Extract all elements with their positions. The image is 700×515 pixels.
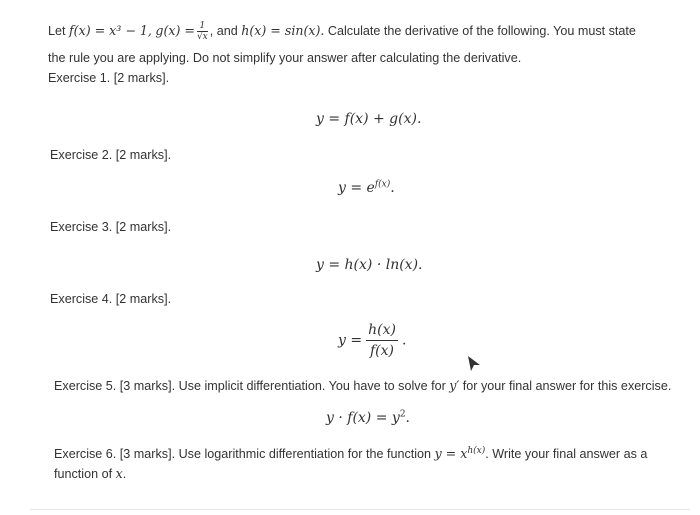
g-fraction — [197, 21, 208, 42]
exercise-3-label: Exercise 3. [2 marks]. — [50, 220, 172, 234]
exercise-6-instruction-b: . Write your final answer as a — [485, 447, 648, 461]
page-divider — [30, 509, 690, 510]
exercise-1-label: Exercise 1. [2 marks]. — [48, 71, 170, 85]
exercise-6-line-1 — [54, 446, 647, 462]
exercise-6-line-2 — [54, 466, 126, 482]
exercise-6-instruction-c: function of — [54, 467, 113, 481]
g-definition-lhs: g(x) = — [155, 22, 195, 38]
exercise-1-equation: y = f(x) + g(x). — [316, 111, 422, 127]
g-fraction-numerator: 1 — [197, 21, 208, 32]
exercise-4-label: Exercise 4. [2 marks]. — [50, 292, 172, 306]
exercise-6-function: $y = x^{h(x)}$ — [434, 445, 486, 461]
mouse-pointer-icon — [467, 356, 481, 372]
intro-line-2: the rule you are applying. Do not simplify your answer after calculating the derivative. — [48, 51, 522, 65]
exercise-6-end: . — [122, 467, 127, 481]
exercise-5-text — [54, 378, 671, 394]
intro-instruction-1: Calculate the derivative of the following. You must state — [327, 23, 636, 38]
exercise-4-equation: y = $\frac{h(x)}{f(x)}$ . — [338, 322, 407, 359]
exercise-6-label: Exercise 6. [3 marks]. — [54, 447, 176, 461]
h-definition: h(x) = sin(x). — [241, 22, 325, 38]
exercise-5-instruction-b: for your final answer for this exercise. — [462, 379, 672, 393]
g-fraction-denominator: √x — [196, 32, 208, 42]
exercise-3-equation: y = h(x) · ln(x). — [316, 257, 423, 273]
f-definition: f(x) = x³ − 1, — [69, 22, 152, 38]
intro-line-1 — [48, 21, 636, 42]
intro-let: Let — [48, 23, 66, 38]
exercise-5-equation: $y \cdot f(x) = y^2$. — [326, 409, 410, 426]
exercise-2-equation: $y = e^{f(x)}$. — [338, 179, 395, 196]
exercise-6-var: x — [115, 466, 123, 481]
exercise-5-label: Exercise 5. [3 marks]. — [54, 379, 176, 393]
exercise-2-label: Exercise 2. [2 marks]. — [50, 148, 172, 162]
exercise-5-var: y′ — [449, 378, 460, 393]
intro-and: , and — [209, 23, 238, 38]
exercise-5-instruction-a: Use implicit differentiation. You have to solve for — [178, 379, 446, 393]
exercise-6-instruction-a: Use logarithmic differentiation for the function — [178, 447, 432, 461]
